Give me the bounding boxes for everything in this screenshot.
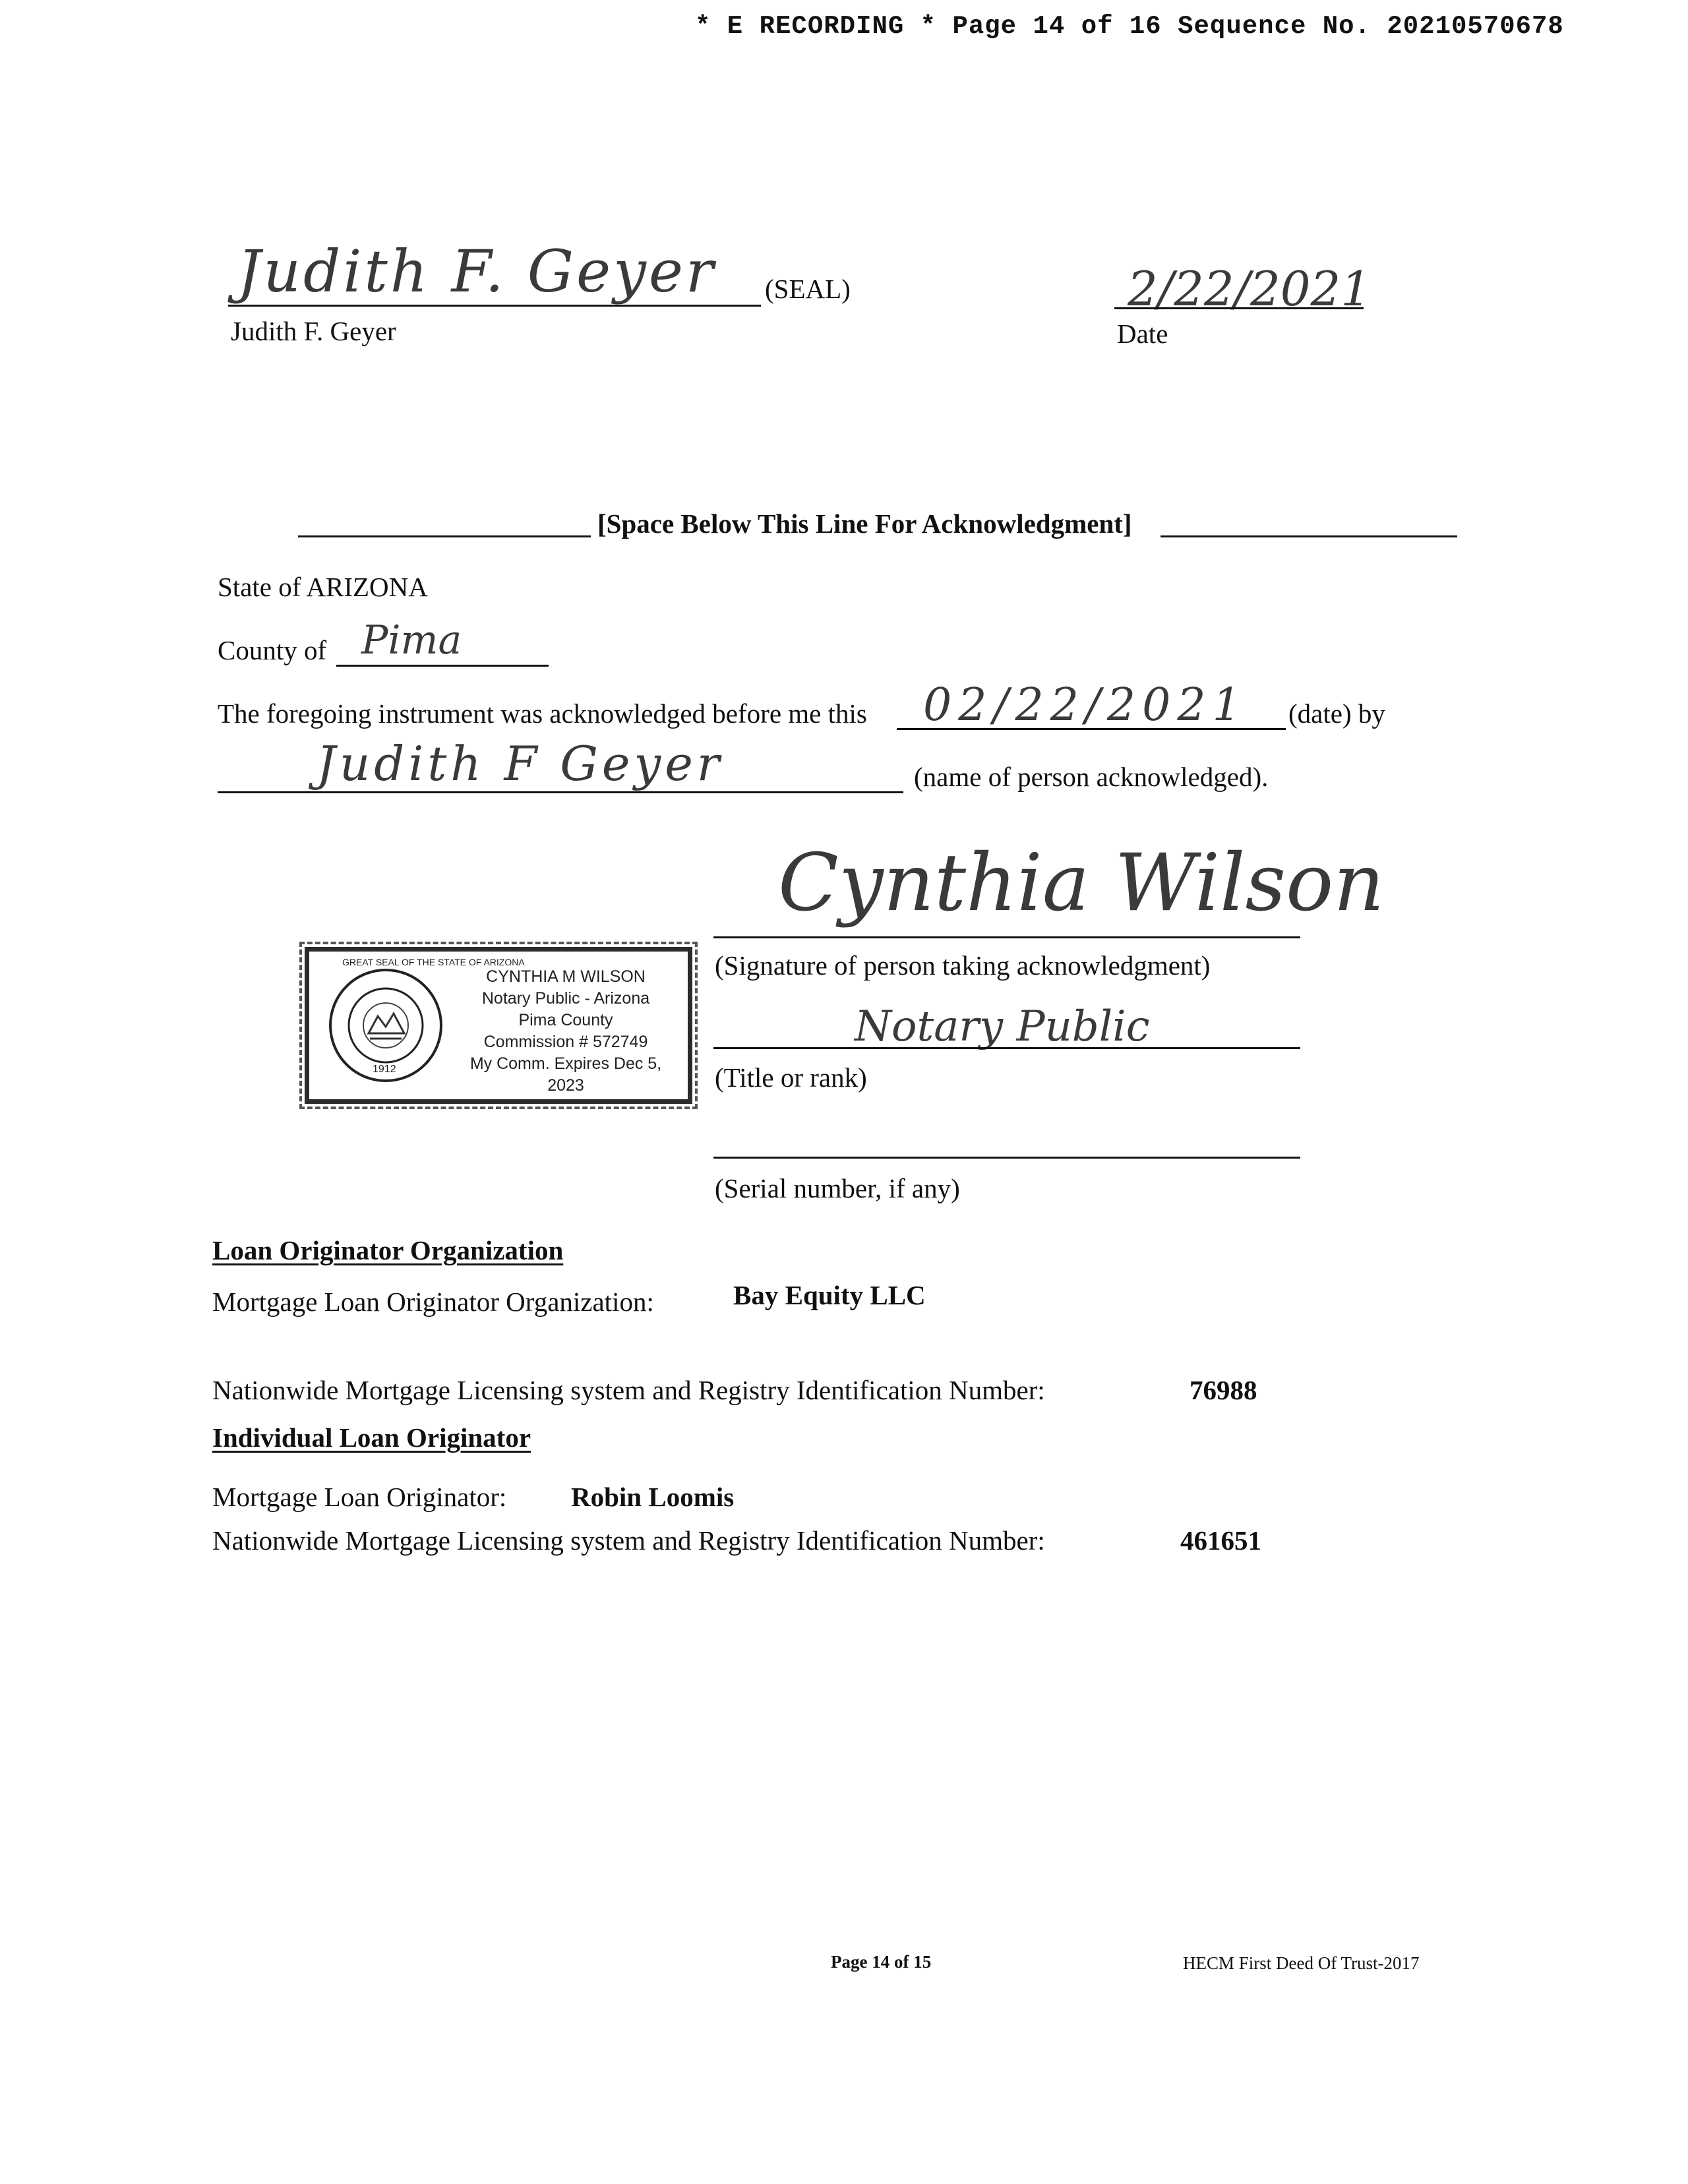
originator-value: Robin Loomis bbox=[571, 1482, 735, 1512]
page-number: Page 14 of 15 bbox=[831, 1952, 932, 1972]
notary-stamp bbox=[305, 947, 692, 1104]
signature-date-label: Date bbox=[1117, 318, 1168, 349]
individual-originator-heading: Individual Loan Originator bbox=[212, 1422, 531, 1453]
person-name-line bbox=[218, 791, 903, 793]
stamp-notary-title: Notary Public - Arizona bbox=[481, 989, 650, 1008]
seal-ring-text: GREAT SEAL OF THE STATE OF ARIZONA bbox=[342, 957, 525, 967]
date-by-label: (date) by bbox=[1288, 698, 1385, 729]
state-line: State of ARIZONA bbox=[218, 572, 428, 602]
stamp-commission: Commission # 572749 bbox=[483, 1033, 648, 1051]
stamp-county: Pima County bbox=[518, 1011, 613, 1029]
org-nmls-label: Nationwide Mortgage Licensing system and Registry Identification Number: bbox=[212, 1375, 1045, 1405]
person-label: (name of person acknowledged). bbox=[914, 762, 1269, 792]
acknowledgment-divider-label: [Space Below This Line For Acknowledgment] bbox=[597, 508, 1132, 539]
individual-nmls-label: Nationwide Mortgage Licensing system and Registry Identification Number: bbox=[212, 1525, 1045, 1556]
instrument-text: The foregoing instrument was acknowledged before me this bbox=[218, 698, 867, 729]
title-value: Notary Public bbox=[855, 1002, 1150, 1051]
signature-date-value: 2/22/2021 bbox=[1128, 261, 1372, 317]
originator-label: Mortgage Loan Originator: bbox=[212, 1482, 507, 1512]
individual-nmls-value: 461651 bbox=[1180, 1525, 1261, 1556]
form-name: HECM First Deed Of Trust-2017 bbox=[1183, 1953, 1420, 1973]
county-value: Pima bbox=[361, 617, 462, 663]
divider-right-rule bbox=[1160, 535, 1457, 537]
title-line bbox=[713, 1047, 1300, 1049]
notary-signature: Cynthia Wilson bbox=[778, 837, 1385, 929]
seal-label: (SEAL) bbox=[765, 274, 851, 304]
signature-date-line bbox=[1114, 307, 1364, 309]
org-label: Mortgage Loan Originator Organization: bbox=[212, 1287, 654, 1317]
title-label: (Title or rank) bbox=[715, 1062, 867, 1093]
serial-label: (Serial number, if any) bbox=[715, 1173, 960, 1203]
borrower-signature: Judith F. Geyer bbox=[237, 237, 716, 305]
signature-label: (Signature of person taking acknowledgment) bbox=[715, 950, 1211, 981]
seal-year: 1912 bbox=[373, 1064, 396, 1075]
borrower-printed-name: Judith F. Geyer bbox=[231, 316, 396, 346]
county-label: County of bbox=[218, 635, 327, 665]
org-value: Bay Equity LLC bbox=[733, 1280, 926, 1310]
county-line bbox=[336, 665, 549, 667]
recording-banner: * E RECORDING * Page 14 of 16 Sequence No. 20210570678 bbox=[695, 12, 1564, 41]
stamp-notary-name: CYNTHIA M WILSON bbox=[486, 967, 646, 986]
loan-originator-org-heading: Loan Originator Organization bbox=[212, 1235, 564, 1265]
person-name-value: Judith F Geyer bbox=[316, 736, 724, 791]
divider-left-rule bbox=[298, 535, 591, 537]
borrower-signature-line bbox=[228, 305, 761, 307]
acknowledged-date-value: 02/22/2021 bbox=[923, 679, 1248, 731]
org-nmls-value: 76988 bbox=[1190, 1375, 1257, 1405]
stamp-text-block bbox=[450, 966, 681, 1097]
notary-signature-line bbox=[713, 936, 1300, 938]
serial-line bbox=[713, 1157, 1300, 1159]
stamp-expiry: My Comm. Expires Dec 5, 2023 bbox=[469, 1054, 662, 1095]
